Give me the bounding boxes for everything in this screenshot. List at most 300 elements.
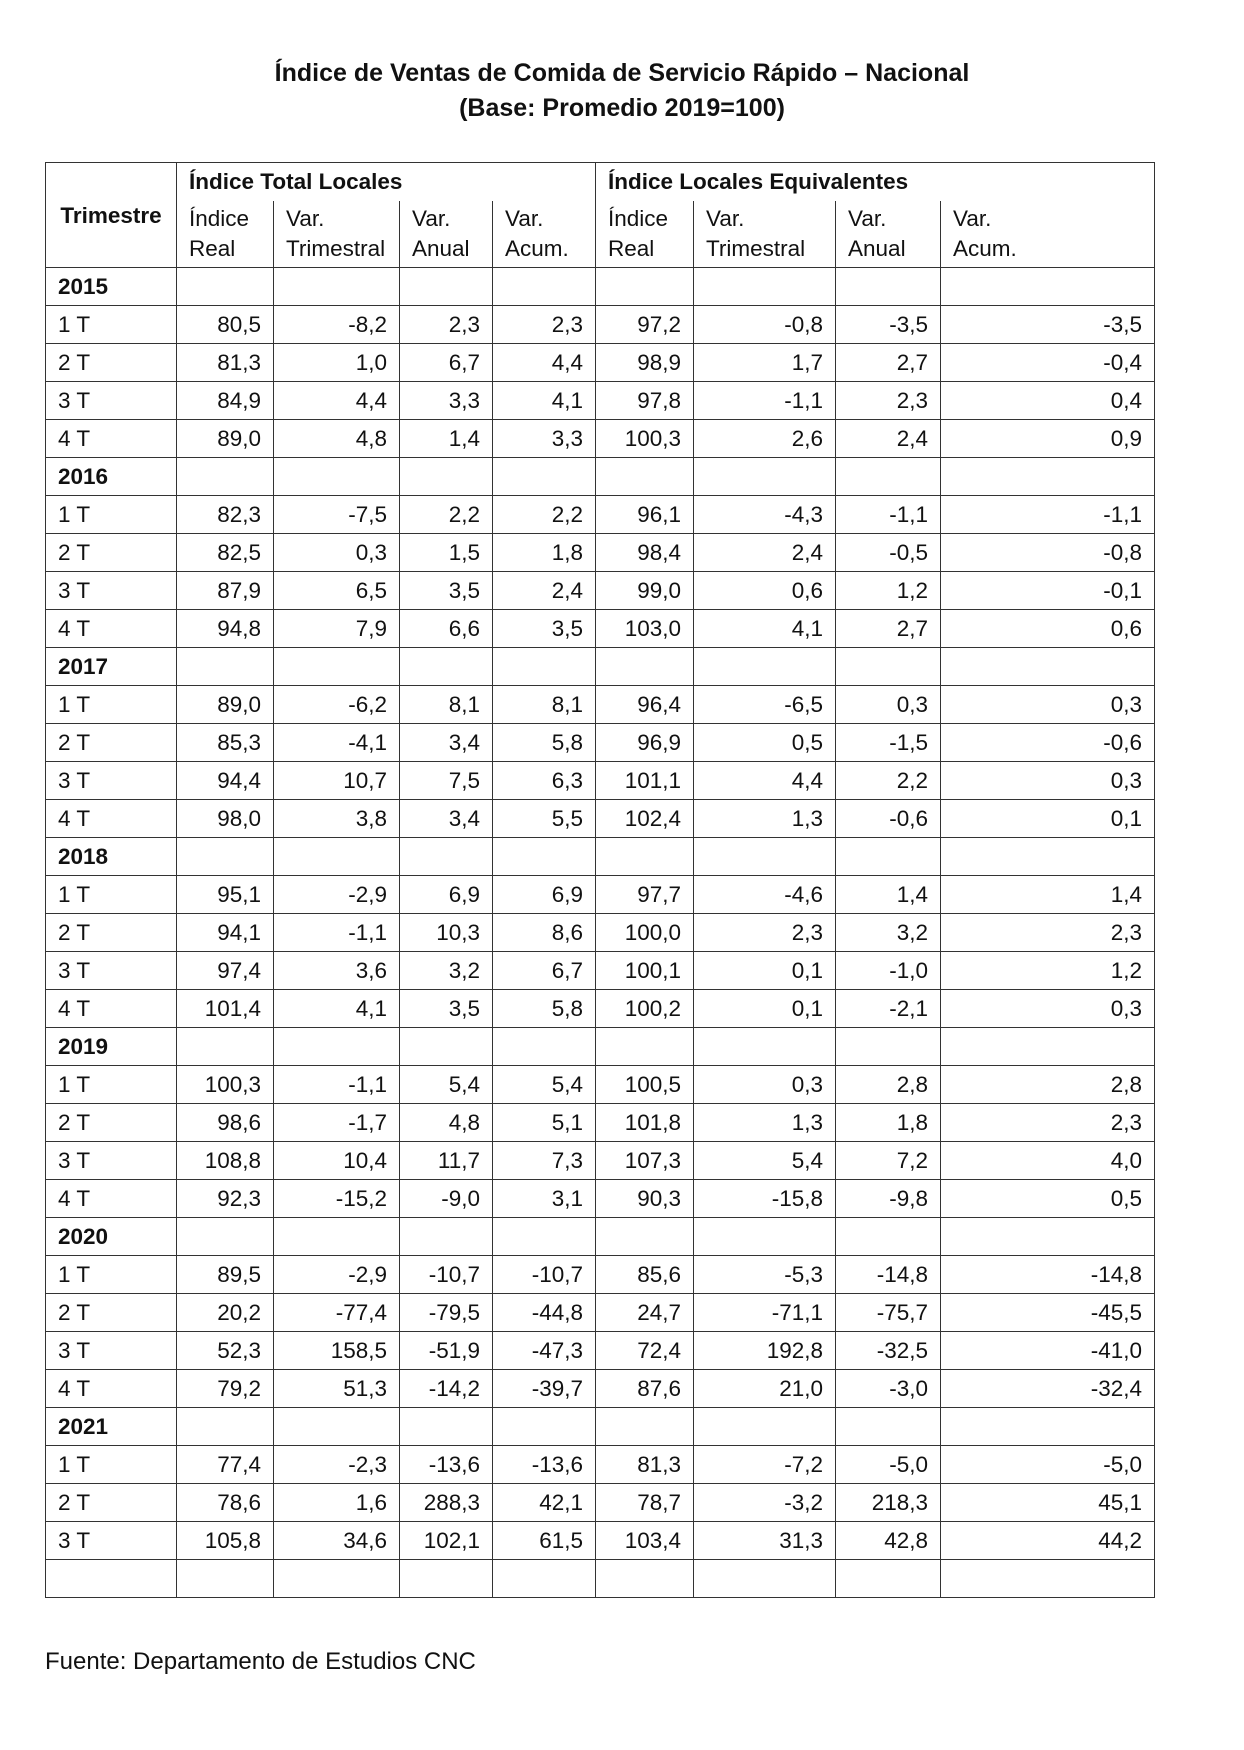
value-cell: 87,9 — [177, 572, 274, 610]
value-cell: 100,0 — [596, 914, 694, 952]
value-cell: -0,4 — [941, 344, 1155, 382]
table-row — [46, 952, 1155, 990]
value-cell: 10,4 — [274, 1142, 400, 1180]
value-cell: 2,8 — [836, 1066, 941, 1104]
value-cell: 94,4 — [177, 762, 274, 800]
value-cell: 90,3 — [596, 1180, 694, 1218]
empty-cell — [493, 648, 596, 686]
value-cell: 4,8 — [400, 1104, 493, 1142]
value-cell: 96,9 — [596, 724, 694, 762]
value-cell: 98,6 — [177, 1104, 274, 1142]
empty-cell — [177, 1560, 274, 1598]
value-cell: 4,1 — [274, 990, 400, 1028]
value-cell: 0,5 — [694, 724, 836, 762]
value-cell: -1,1 — [274, 914, 400, 952]
year-label: 2021 — [46, 1408, 177, 1446]
value-cell: 42,1 — [493, 1484, 596, 1522]
table-row — [46, 306, 1155, 344]
value-cell: 3,1 — [493, 1180, 596, 1218]
value-cell: 2,4 — [836, 420, 941, 458]
value-cell: 2,4 — [493, 572, 596, 610]
header-subcolumn-line: Trimestral — [286, 236, 386, 261]
value-cell: 2,3 — [400, 306, 493, 344]
empty-cell — [836, 1560, 941, 1598]
value-cell: -8,2 — [274, 306, 400, 344]
empty-cell — [46, 1560, 177, 1598]
quarter-label: 2 T — [46, 534, 177, 572]
value-cell: -10,7 — [493, 1256, 596, 1294]
document-title — [0, 56, 1244, 126]
value-cell: -5,0 — [836, 1446, 941, 1484]
value-cell: 89,5 — [177, 1256, 274, 1294]
empty-cell — [596, 1408, 694, 1446]
table-row — [46, 1332, 1155, 1370]
quarter-label: 1 T — [46, 1446, 177, 1484]
value-cell: -14,8 — [836, 1256, 941, 1294]
value-cell: 3,2 — [400, 952, 493, 990]
value-cell: 94,8 — [177, 610, 274, 648]
table-row — [46, 800, 1155, 838]
empty-cell — [400, 1560, 493, 1598]
value-cell: 2,8 — [941, 1066, 1155, 1104]
empty-cell — [941, 1560, 1155, 1598]
value-cell: 1,2 — [941, 952, 1155, 990]
value-cell: 85,6 — [596, 1256, 694, 1294]
value-cell: 3,5 — [493, 610, 596, 648]
value-cell: -77,4 — [274, 1294, 400, 1332]
empty-cell — [400, 268, 493, 306]
header-subcolumn-line: Anual — [848, 236, 906, 261]
table-row — [46, 876, 1155, 914]
empty-cell — [694, 1028, 836, 1066]
header-subcolumn-line: Var. — [953, 206, 992, 231]
value-cell: -45,5 — [941, 1294, 1155, 1332]
value-cell: 1,5 — [400, 534, 493, 572]
empty-cell — [274, 1028, 400, 1066]
value-cell: -32,5 — [836, 1332, 941, 1370]
empty-cell — [493, 1028, 596, 1066]
year-row — [46, 458, 1155, 496]
value-cell: 61,5 — [493, 1522, 596, 1560]
value-cell: 102,4 — [596, 800, 694, 838]
value-cell: 8,1 — [493, 686, 596, 724]
value-cell: 0,3 — [274, 534, 400, 572]
value-cell: 7,5 — [400, 762, 493, 800]
value-cell: 101,4 — [177, 990, 274, 1028]
value-cell: -13,6 — [493, 1446, 596, 1484]
empty-cell — [493, 268, 596, 306]
year-label: 2015 — [46, 268, 177, 306]
value-cell: -13,6 — [400, 1446, 493, 1484]
value-cell: -6,2 — [274, 686, 400, 724]
value-cell: 100,2 — [596, 990, 694, 1028]
value-cell: 99,0 — [596, 572, 694, 610]
header-subcolumn — [400, 201, 493, 268]
quarter-label: 2 T — [46, 914, 177, 952]
empty-cell — [177, 1028, 274, 1066]
value-cell: -0,6 — [836, 800, 941, 838]
quarter-label: 3 T — [46, 382, 177, 420]
header-subcolumn-line: Real — [189, 236, 236, 261]
table-row — [46, 382, 1155, 420]
value-cell: -4,1 — [274, 724, 400, 762]
value-cell: 5,1 — [493, 1104, 596, 1142]
value-cell: 107,3 — [596, 1142, 694, 1180]
value-cell: 3,3 — [493, 420, 596, 458]
quarter-label: 4 T — [46, 1370, 177, 1408]
value-cell: 94,1 — [177, 914, 274, 952]
year-row — [46, 838, 1155, 876]
value-cell: -2,9 — [274, 1256, 400, 1294]
value-cell: 98,0 — [177, 800, 274, 838]
quarter-label: 4 T — [46, 420, 177, 458]
empty-cell — [274, 458, 400, 496]
year-label: 2018 — [46, 838, 177, 876]
empty-cell — [596, 1218, 694, 1256]
value-cell: 3,2 — [836, 914, 941, 952]
title-line-1: Índice de Ventas de Comida de Servicio Rápido – Nacional — [274, 59, 970, 87]
value-cell: -41,0 — [941, 1332, 1155, 1370]
value-cell: -1,0 — [836, 952, 941, 990]
value-cell: 80,5 — [177, 306, 274, 344]
value-cell: 0,3 — [941, 990, 1155, 1028]
value-cell: 6,6 — [400, 610, 493, 648]
value-cell: 1,4 — [400, 420, 493, 458]
empty-cell — [596, 1560, 694, 1598]
header-group-total-locales: Índice Total Locales — [177, 163, 596, 202]
quarter-label: 3 T — [46, 762, 177, 800]
year-label: 2016 — [46, 458, 177, 496]
year-row — [46, 268, 1155, 306]
value-cell: -4,3 — [694, 496, 836, 534]
value-cell: 21,0 — [694, 1370, 836, 1408]
value-cell: -14,8 — [941, 1256, 1155, 1294]
value-cell: 2,7 — [836, 344, 941, 382]
value-cell: 2,2 — [400, 496, 493, 534]
table-row — [46, 1484, 1155, 1522]
value-cell: 0,5 — [941, 1180, 1155, 1218]
value-cell: 0,1 — [694, 990, 836, 1028]
value-cell: 288,3 — [400, 1484, 493, 1522]
value-cell: -32,4 — [941, 1370, 1155, 1408]
value-cell: -3,5 — [836, 306, 941, 344]
value-cell: 96,1 — [596, 496, 694, 534]
value-cell: 97,7 — [596, 876, 694, 914]
value-cell: 1,0 — [274, 344, 400, 382]
value-cell: 7,9 — [274, 610, 400, 648]
table-row — [46, 572, 1155, 610]
value-cell: 218,3 — [836, 1484, 941, 1522]
value-cell: 0,1 — [694, 952, 836, 990]
table-row — [46, 1294, 1155, 1332]
table-row — [46, 914, 1155, 952]
value-cell: 84,9 — [177, 382, 274, 420]
value-cell: -9,0 — [400, 1180, 493, 1218]
value-cell: 95,1 — [177, 876, 274, 914]
table-row — [46, 344, 1155, 382]
empty-cell — [596, 838, 694, 876]
value-cell: -2,1 — [836, 990, 941, 1028]
value-cell: 0,6 — [694, 572, 836, 610]
table-row — [46, 534, 1155, 572]
value-cell: 10,3 — [400, 914, 493, 952]
value-cell: -7,2 — [694, 1446, 836, 1484]
value-cell: 20,2 — [177, 1294, 274, 1332]
value-cell: 0,9 — [941, 420, 1155, 458]
table-row — [46, 1142, 1155, 1180]
quarter-label: 1 T — [46, 496, 177, 534]
header-row-subcolumns — [46, 201, 1155, 268]
value-cell: 1,8 — [836, 1104, 941, 1142]
quarter-label: 2 T — [46, 724, 177, 762]
value-cell: 2,2 — [493, 496, 596, 534]
value-cell: 2,7 — [836, 610, 941, 648]
value-cell: 4,4 — [694, 762, 836, 800]
empty-cell — [596, 268, 694, 306]
table-row — [46, 420, 1155, 458]
value-cell: 4,1 — [493, 382, 596, 420]
value-cell: 1,4 — [941, 876, 1155, 914]
empty-cell — [177, 1408, 274, 1446]
value-cell: -0,8 — [941, 534, 1155, 572]
quarter-label: 2 T — [46, 344, 177, 382]
empty-cell — [941, 838, 1155, 876]
quarter-label: 3 T — [46, 1142, 177, 1180]
value-cell: 79,2 — [177, 1370, 274, 1408]
header-subcolumn-line: Var. — [505, 206, 544, 231]
value-cell: -15,8 — [694, 1180, 836, 1218]
value-cell: 97,4 — [177, 952, 274, 990]
empty-cell — [596, 458, 694, 496]
table-row — [46, 496, 1155, 534]
empty-cell — [596, 648, 694, 686]
quarter-label: 2 T — [46, 1104, 177, 1142]
header-subcolumn — [274, 201, 400, 268]
empty-cell — [400, 838, 493, 876]
value-cell: 2,3 — [694, 914, 836, 952]
value-cell: 10,7 — [274, 762, 400, 800]
value-cell: 2,3 — [941, 1104, 1155, 1142]
header-trimestre: Trimestre — [46, 163, 177, 268]
value-cell: -5,3 — [694, 1256, 836, 1294]
empty-cell — [836, 268, 941, 306]
empty-cell — [694, 1560, 836, 1598]
value-cell: 100,1 — [596, 952, 694, 990]
quarter-label: 1 T — [46, 876, 177, 914]
value-cell: 101,8 — [596, 1104, 694, 1142]
value-cell: -1,1 — [941, 496, 1155, 534]
empty-cell — [400, 458, 493, 496]
value-cell: 81,3 — [596, 1446, 694, 1484]
empty-cell — [836, 1408, 941, 1446]
empty-cell — [493, 458, 596, 496]
empty-cell — [274, 838, 400, 876]
value-cell: 89,0 — [177, 686, 274, 724]
quarter-label: 1 T — [46, 306, 177, 344]
quarter-label: 2 T — [46, 1294, 177, 1332]
value-cell: 2,6 — [694, 420, 836, 458]
value-cell: -15,2 — [274, 1180, 400, 1218]
empty-cell — [836, 648, 941, 686]
quarter-label: 2 T — [46, 1484, 177, 1522]
quarter-label: 4 T — [46, 800, 177, 838]
value-cell: -39,7 — [493, 1370, 596, 1408]
header-subcolumn-line: Var. — [412, 206, 451, 231]
empty-cell — [941, 648, 1155, 686]
value-cell: 3,6 — [274, 952, 400, 990]
quarter-label: 4 T — [46, 1180, 177, 1218]
value-cell: 4,0 — [941, 1142, 1155, 1180]
header-subcolumn-line: Trimestral — [706, 236, 806, 261]
value-cell: 5,4 — [493, 1066, 596, 1104]
value-cell: -2,3 — [274, 1446, 400, 1484]
value-cell: 82,5 — [177, 534, 274, 572]
value-cell: -0,1 — [941, 572, 1155, 610]
value-cell: -44,8 — [493, 1294, 596, 1332]
value-cell: 1,4 — [836, 876, 941, 914]
value-cell: 42,8 — [836, 1522, 941, 1560]
value-cell: -1,5 — [836, 724, 941, 762]
value-cell: 34,6 — [274, 1522, 400, 1560]
value-cell: 3,4 — [400, 724, 493, 762]
header-subcolumn-line: Acum. — [505, 236, 569, 261]
value-cell: 158,5 — [274, 1332, 400, 1370]
value-cell: 85,3 — [177, 724, 274, 762]
value-cell: 108,8 — [177, 1142, 274, 1180]
value-cell: 52,3 — [177, 1332, 274, 1370]
value-cell: 4,8 — [274, 420, 400, 458]
header-group-locales-equivalentes: Índice Locales Equivalentes — [596, 163, 1155, 202]
value-cell: 97,8 — [596, 382, 694, 420]
table-row — [46, 1370, 1155, 1408]
value-cell: 45,1 — [941, 1484, 1155, 1522]
value-cell: 87,6 — [596, 1370, 694, 1408]
value-cell: 77,4 — [177, 1446, 274, 1484]
quarter-label: 1 T — [46, 686, 177, 724]
empty-cell — [694, 268, 836, 306]
value-cell: 31,3 — [694, 1522, 836, 1560]
value-cell: 4,1 — [694, 610, 836, 648]
header-subcolumn-line: Índice — [189, 206, 250, 231]
value-cell: 5,4 — [694, 1142, 836, 1180]
value-cell: 100,3 — [596, 420, 694, 458]
empty-cell — [177, 1218, 274, 1256]
value-cell: -3,5 — [941, 306, 1155, 344]
value-cell: 0,3 — [941, 762, 1155, 800]
value-cell: 4,4 — [274, 382, 400, 420]
value-cell: 6,7 — [493, 952, 596, 990]
empty-cell — [694, 458, 836, 496]
value-cell: 7,2 — [836, 1142, 941, 1180]
value-cell: 105,8 — [177, 1522, 274, 1560]
value-cell: 0,4 — [941, 382, 1155, 420]
value-cell: -0,5 — [836, 534, 941, 572]
value-cell: 6,7 — [400, 344, 493, 382]
header-subcolumn-line: Var. — [706, 206, 745, 231]
table-row — [46, 1180, 1155, 1218]
table-row — [46, 762, 1155, 800]
value-cell: 78,6 — [177, 1484, 274, 1522]
value-cell: 5,8 — [493, 990, 596, 1028]
value-cell: -9,8 — [836, 1180, 941, 1218]
value-cell: 98,9 — [596, 344, 694, 382]
table-row — [46, 686, 1155, 724]
value-cell: 103,0 — [596, 610, 694, 648]
value-cell: 3,5 — [400, 990, 493, 1028]
value-cell: 3,3 — [400, 382, 493, 420]
value-cell: 6,9 — [493, 876, 596, 914]
empty-cell — [177, 268, 274, 306]
header-subcolumn — [177, 201, 274, 268]
quarter-label: 4 T — [46, 990, 177, 1028]
value-cell: 3,5 — [400, 572, 493, 610]
empty-cell — [941, 1218, 1155, 1256]
value-cell: 5,5 — [493, 800, 596, 838]
year-row — [46, 648, 1155, 686]
value-cell: 6,5 — [274, 572, 400, 610]
value-cell: 92,3 — [177, 1180, 274, 1218]
quarter-label: 3 T — [46, 1332, 177, 1370]
value-cell: -14,2 — [400, 1370, 493, 1408]
value-cell: -47,3 — [493, 1332, 596, 1370]
value-cell: -1,1 — [274, 1066, 400, 1104]
value-cell: 0,6 — [941, 610, 1155, 648]
value-cell: -71,1 — [694, 1294, 836, 1332]
value-cell: 82,3 — [177, 496, 274, 534]
value-cell: 78,7 — [596, 1484, 694, 1522]
value-cell: 97,2 — [596, 306, 694, 344]
empty-cell — [400, 1218, 493, 1256]
empty-cell — [941, 458, 1155, 496]
header-subcolumn — [836, 201, 941, 268]
year-label: 2019 — [46, 1028, 177, 1066]
value-cell: 100,5 — [596, 1066, 694, 1104]
value-cell: -5,0 — [941, 1446, 1155, 1484]
header-subcolumn-line: Real — [608, 236, 655, 261]
quarter-label: 3 T — [46, 572, 177, 610]
empty-cell — [493, 1408, 596, 1446]
empty-cell — [836, 458, 941, 496]
value-cell: -3,2 — [694, 1484, 836, 1522]
value-cell: -0,8 — [694, 306, 836, 344]
value-cell: -1,7 — [274, 1104, 400, 1142]
empty-cell — [177, 838, 274, 876]
value-cell: -0,6 — [941, 724, 1155, 762]
quarter-label: 3 T — [46, 1522, 177, 1560]
value-cell: 72,4 — [596, 1332, 694, 1370]
value-cell: 103,4 — [596, 1522, 694, 1560]
value-cell: 6,9 — [400, 876, 493, 914]
empty-cell — [274, 1560, 400, 1598]
value-cell: 7,3 — [493, 1142, 596, 1180]
value-cell: 2,3 — [941, 914, 1155, 952]
empty-cell — [694, 1218, 836, 1256]
value-cell: 101,1 — [596, 762, 694, 800]
empty-cell — [694, 648, 836, 686]
value-cell: 4,4 — [493, 344, 596, 382]
header-row-groups — [46, 163, 1155, 202]
value-cell: 24,7 — [596, 1294, 694, 1332]
value-cell: -75,7 — [836, 1294, 941, 1332]
value-cell: -10,7 — [400, 1256, 493, 1294]
value-cell: 2,3 — [493, 306, 596, 344]
value-cell: 51,3 — [274, 1370, 400, 1408]
value-cell: -79,5 — [400, 1294, 493, 1332]
value-cell: 8,1 — [400, 686, 493, 724]
empty-cell — [177, 458, 274, 496]
value-cell: -7,5 — [274, 496, 400, 534]
empty-cell — [400, 1028, 493, 1066]
